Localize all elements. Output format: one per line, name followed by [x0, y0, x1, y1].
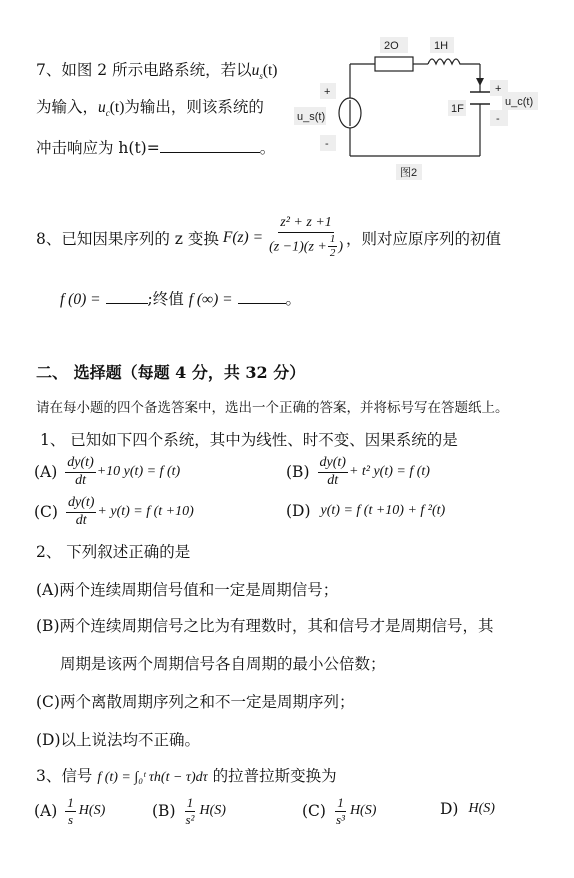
- circuit-diagram: [290, 30, 550, 190]
- cap-voltage-label: u_c(t): [505, 96, 534, 108]
- q8-tail: ，则对应原序列的初值: [346, 229, 502, 248]
- q8-line1: [36, 216, 501, 260]
- q7-line3-text: 冲击响应为 h(t)=: [36, 139, 160, 157]
- mc3-option-a[interactable]: (A) $\frac{1}{s}$ H(S): [34, 795, 106, 827]
- q7-answer-blank[interactable]: [160, 152, 260, 153]
- mc3-stem: 3、信号 f (t) = ∫₀ᵗ τh(t − τ)dτ 的拉普拉斯变换为: [36, 767, 337, 785]
- mc1-option-d[interactable]: (D) y(t) = f (t +10) + f ²(t): [286, 502, 446, 520]
- inductor-label: 1H: [434, 40, 449, 52]
- mc2-stem: 2、 下列叙述正确的是: [36, 543, 191, 561]
- q8-fz: F(z) =: [222, 228, 264, 246]
- mc3-option-b[interactable]: (B) $\frac{1}{\text{s²}}$ H(S): [152, 795, 226, 827]
- resistor-label: 2O: [384, 40, 399, 52]
- section-heading: 二、 选择题（每题 4 分，共 32 分）: [36, 363, 306, 382]
- arrow-icon: [476, 78, 484, 86]
- q7-line3: 冲击响应为 h(t)= 。: [36, 139, 276, 157]
- mc2-option-b-cont: 周期是该两个周期信号各自周期的最小公倍数；: [60, 655, 386, 673]
- q7-uc-symbol: $u_c(t)$: [98, 99, 125, 119]
- mc2-option-a[interactable]: (A)两个连续周期信号值和一定是周期信号；: [36, 581, 339, 599]
- mc3-option-d[interactable]: D) H(S): [440, 800, 495, 818]
- mc3-formula: f (t) = ∫₀ᵗ τh(t − τ)dτ: [97, 770, 208, 785]
- source-plus-label: +: [324, 86, 331, 98]
- capacitor-label: 1F: [451, 103, 464, 115]
- inductor-symbol: [428, 59, 480, 64]
- mc1-option-b[interactable]: (B) $\frac{dy(t)}{dt}$ + t² y(t) = f (t): [286, 455, 430, 488]
- q8-finf: f (∞) =: [188, 291, 233, 308]
- q7-line2-tail: 为输出，则该系统的: [124, 98, 264, 116]
- section-instruction: 请在每小题的四个备选答案中，选出一个正确的答案，并将标号写在答题纸上。: [36, 400, 509, 416]
- q7-line1-text: 7、如图 2 所示电路系统，若以: [36, 61, 252, 79]
- q8-final-blank[interactable]: [238, 303, 286, 304]
- q8-line2: f (0) = ;终值 f (∞) = 。: [60, 290, 302, 308]
- figure-caption: 图2: [400, 167, 418, 179]
- q7-line2: [36, 95, 264, 118]
- cap-plus-label: +: [495, 83, 502, 95]
- cap-minus-label: -: [496, 113, 500, 125]
- mc3-option-c[interactable]: (C) $\frac{1}{\text{s³}}$ H(S): [302, 795, 377, 827]
- resistor-symbol: [375, 57, 413, 71]
- q7-line2-text: 为输入，: [36, 98, 99, 116]
- q8-f0: f (0) =: [60, 291, 101, 308]
- mc1-stem: 1、 已知如下四个系统，其中为线性、时不变、因果系统的是: [40, 431, 458, 449]
- q8-text: 8、已知因果序列的 z 变换: [36, 229, 219, 248]
- q8-fraction: z² + z +1 (z −1)(z + $\frac{1}{2}$ ): [269, 215, 344, 260]
- mc2-option-b[interactable]: (B)两个连续周期信号之比为有理数时，其和信号才是周期信号，其: [36, 617, 494, 635]
- source-voltage-label: u_s(t): [297, 111, 326, 123]
- mc2-option-c[interactable]: (C)两个离散周期序列之和不一定是周期序列；: [36, 693, 355, 711]
- q7-us-symbol: $u_s(t)$: [251, 62, 278, 82]
- mc2-option-d[interactable]: (D)以上说法均不正确。: [36, 731, 201, 749]
- source-minus-label: -: [325, 138, 329, 150]
- q8-initial-blank[interactable]: [106, 303, 148, 304]
- q7-line1: [36, 58, 277, 81]
- mc1-option-c[interactable]: (C) $\frac{dy(t)}{dt}$ + y(t) = f (t +10): [34, 495, 194, 528]
- mc1-option-a[interactable]: (A) $\frac{dy(t)}{dt}$ +10 y(t) = f (t): [34, 455, 181, 488]
